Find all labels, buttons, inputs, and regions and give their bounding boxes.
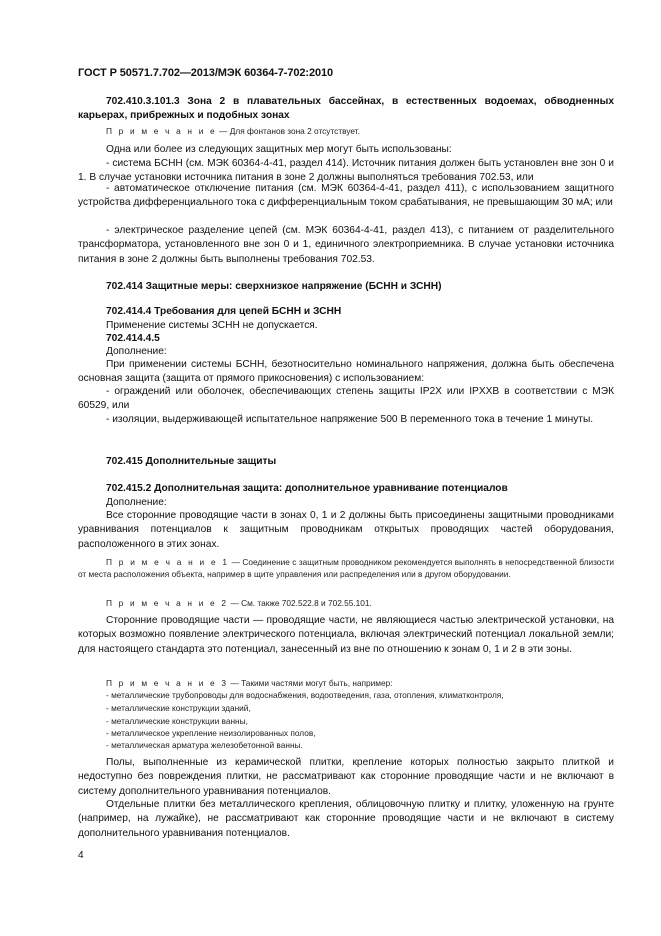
list-item: - ограждений или оболочек, обеспечивающих степень защиты IP2X или IPXXB в соответствии с МЭК 60529, или [78,386,614,412]
note [78,597,614,609]
paragraph: Дополнение: [106,346,167,357]
note-list-item: - металлическое укрепление неизолированных полов, [106,728,316,738]
note-text: — Соединение с защитным проводником рекомендуется выполнять в непосредственной близости от места расположения объекта, например в щите управления или распределения или в другом оборудовании. [78,557,615,580]
page-number: 4 [78,850,84,861]
note-list-item: - металлические трубопроводы для водоснабжения, водоотведения, газа, отопления, климатконтроля, [106,690,504,700]
note-label: П р и м е ч а н и е 3 [106,678,229,688]
section-title-702-415: 702.415 Дополнительные защиты [106,456,277,467]
paragraph: Одна или более из следующих защитных мер могут быть использованы: [106,144,452,155]
section-title-702-414: 702.414 Защитные меры: сверхнизкое напряжение (БСНН и ЗСНН) [106,281,442,292]
section-title-702-414-4: 702.414.4 Требования для цепей БСНН и ЗСНН [106,306,342,317]
paragraph: При применении системы БСНН, безотносительно номинального напряжения, должна быть обеспечена основная защита (защита от прямого прикосновения) с использованием: [78,359,614,385]
list-item: - электрическое разделение цепей (см. МЭК 60364-4-41, раздел 413), с питанием от разделительного трансформатора, установленного вне зон 0 и 1, единичного электроприемника. В случае установки источника питания в зоне 2 должны быть выполнены требования 702.53. [78,225,614,265]
section-title-702-415-2: 702.415.2 Дополнительная защита: дополнительное уравнивание потенциалов [106,483,508,494]
note-label: П р и м е ч а н и е [106,126,217,136]
document-header: ГОСТ Р 50571.7.702—2013/МЭК 60364-7-702:2010 [78,67,334,79]
note-label: П р и м е ч а н и е 1 [106,557,230,567]
note-label: П р и м е ч а н и е 2 [106,598,229,608]
section-title-702-414-4-5: 702.414.4.5 [106,333,160,344]
note-text: — Для фонтанов зона 2 отсутствует. [216,126,360,136]
paragraph: Полы, выполненные из керамической плитки, крепление которых полностью закрыто плиткой и недоступно без повреждения плитки, не рассматривают как сторонние проводящие части и не включают в систему дополнительного уравнивания потенциалов. [78,757,614,797]
note [78,125,614,137]
section-title-702-410-3-101-3: 702.410.3.101.3 Зона 2 в плавательных бассейнах, в естественных водоемах, обводненных карьерах, прибрежных и подобных зонах [78,96,614,122]
list-item: - система БСНН (см. МЭК 60364-4-41, раздел 414). Источник питания должен быть установлен вне зон 0 и 1. В случае установки источника питания в зоне 2 должны выполняться требования 702.53, или [78,158,614,184]
note-list-item: - металлические конструкции ванны, [106,716,248,726]
note-list-item: - металлическая арматура железобетонной ванны. [106,740,303,750]
paragraph: Дополнение: [106,497,167,508]
list-item: - автоматическое отключение питания (см. МЭК 60364-4-41, раздел 411), с использованием защитного устройства дифференциального тока с дифференциальным током срабатывания, не превышающим 30 мА; или [78,183,614,209]
paragraph: Отдельные плитки без металлического крепления, облицовочную плитку и плитку, уложенную на грунте (например, на лужайке), не рассматривают как сторонние проводящие части и не включают в систему дополнительного уравнивания потенциалов. [78,799,614,839]
paragraph: Применение системы ЗСНН не допускается. [106,320,318,331]
note [78,677,614,689]
paragraph: Все сторонние проводящие части в зонах 0, 1 и 2 должны быть присоединены защитными проводниками уравнивания потенциалов к защитным проводникам открытых проводящих частей оборудования, расположенного в этих зонах. [78,510,614,550]
list-item: - изоляции, выдерживающей испытательное напряжение 500 В переменного тока в течение 1 минуты. [106,414,594,425]
note-list-item: - металлические конструкции зданий, [106,703,251,713]
note-text: — Такими частями могут быть, например: [228,678,393,688]
note [78,556,614,580]
note-text: — См. также 702.522.8 и 702.55.101. [228,598,372,608]
paragraph: Сторонние проводящие части — проводящие части, не являющиеся частью электрической установки, на которых возможно появление электрического потенциала, включая электрический потенциал локальной земли; для настоящего стандарта это потенциал, занесенный из вне по отношению к зонам 0, 1 и 2 в эти зоны. [78,615,614,655]
